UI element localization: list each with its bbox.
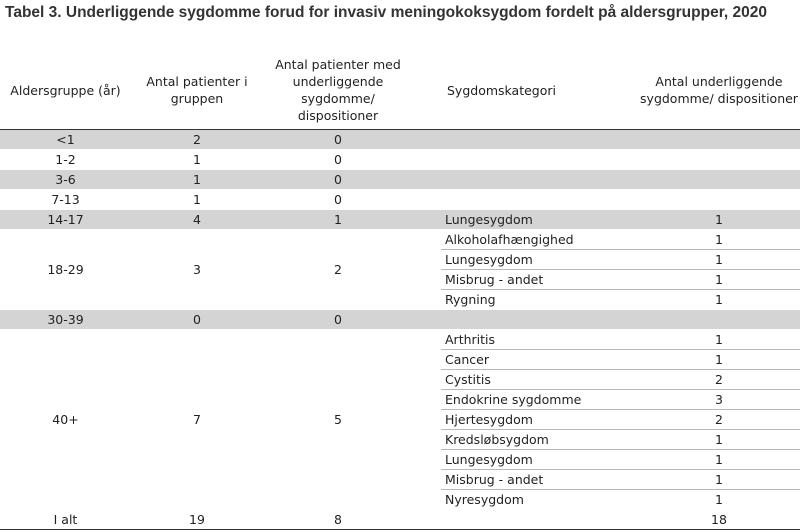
table-row <box>0 210 800 230</box>
count-cell <box>638 190 800 210</box>
category-cell: Lungesygdom <box>441 210 638 230</box>
category-cell <box>441 130 638 150</box>
count-cell <box>638 310 800 330</box>
category-cell: Alkoholafhængighed <box>441 230 638 250</box>
with-conditions-cell: 0 <box>263 190 413 210</box>
count-cell: 3 <box>638 390 800 410</box>
category-cell: Rygning <box>441 290 638 310</box>
patients-cell: 7 <box>131 330 263 510</box>
total-gap <box>413 510 441 530</box>
header-patients: Antal patienter i gruppen <box>131 51 263 130</box>
count-cell <box>638 130 800 150</box>
gap-cell <box>413 210 441 230</box>
category-cell: Cancer <box>441 350 638 370</box>
table-row <box>0 310 800 330</box>
category-cell <box>441 310 638 330</box>
table-body <box>0 130 800 530</box>
count-cell: 2 <box>638 370 800 390</box>
table-row <box>0 150 800 170</box>
table-row <box>0 190 800 210</box>
age-group-cell: 40+ <box>0 330 131 510</box>
with-conditions-cell: 0 <box>263 130 413 150</box>
count-cell: 1 <box>638 250 800 270</box>
table-row <box>0 130 800 150</box>
gap-cell <box>413 130 441 150</box>
count-cell: 1 <box>638 290 800 310</box>
with-conditions-cell: 5 <box>263 330 413 510</box>
count-cell: 1 <box>638 270 800 290</box>
total-patients: 19 <box>131 510 263 530</box>
count-cell: 1 <box>638 210 800 230</box>
count-cell: 1 <box>638 350 800 370</box>
age-group-cell: <1 <box>0 130 131 150</box>
with-conditions-cell: 0 <box>263 310 413 330</box>
patients-cell: 3 <box>131 230 263 310</box>
category-cell: Lungesygdom <box>441 450 638 470</box>
total-label: I alt <box>0 510 131 530</box>
with-conditions-cell: 1 <box>263 210 413 230</box>
gap-cell <box>413 230 441 310</box>
count-cell: 2 <box>638 410 800 430</box>
patients-cell: 4 <box>131 210 263 230</box>
with-conditions-cell: 2 <box>263 230 413 310</box>
header-gap <box>413 51 441 130</box>
total-count: 18 <box>638 510 800 530</box>
gap-cell <box>413 330 441 510</box>
category-cell: Hjertesygdom <box>441 410 638 430</box>
total-row <box>0 510 800 530</box>
header-row <box>0 51 800 130</box>
category-cell: Arthritis <box>441 330 638 350</box>
category-cell: Lungesygdom <box>441 250 638 270</box>
category-cell: Misbrug - andet <box>441 470 638 490</box>
header-age: Aldersgruppe (år) <box>0 51 131 130</box>
table-row <box>0 330 800 350</box>
gap-cell <box>413 150 441 170</box>
category-cell <box>441 150 638 170</box>
count-cell: 1 <box>638 230 800 250</box>
age-group-cell: 7-13 <box>0 190 131 210</box>
patients-cell: 1 <box>131 170 263 190</box>
gap-cell <box>413 310 441 330</box>
count-cell: 1 <box>638 430 800 450</box>
total-category <box>441 510 638 530</box>
category-cell: Nyresygdom <box>441 490 638 510</box>
age-group-cell: 3-6 <box>0 170 131 190</box>
count-cell <box>638 150 800 170</box>
count-cell: 1 <box>638 330 800 350</box>
count-cell: 1 <box>638 470 800 490</box>
header-with-conditions: Antal patienter med underliggende sygdomme/ dispositioner <box>263 51 413 130</box>
count-cell: 1 <box>638 490 800 510</box>
disease-table <box>0 51 800 530</box>
age-group-cell: 1-2 <box>0 150 131 170</box>
with-conditions-cell: 0 <box>263 170 413 190</box>
with-conditions-cell: 0 <box>263 150 413 170</box>
patients-cell: 1 <box>131 150 263 170</box>
patients-cell: 2 <box>131 130 263 150</box>
category-cell: Cystitis <box>441 370 638 390</box>
category-cell: Misbrug - andet <box>441 270 638 290</box>
category-cell <box>441 170 638 190</box>
patients-cell: 0 <box>131 310 263 330</box>
table-row <box>0 170 800 190</box>
gap-cell <box>413 190 441 210</box>
table-title: Tabel 3. Underliggende sygdomme forud for invasiv meningokoksygdom fordelt på aldersgrupper, 2020 <box>5 4 767 21</box>
category-cell: Endokrine sygdomme <box>441 390 638 410</box>
count-cell: 1 <box>638 450 800 470</box>
age-group-cell: 30-39 <box>0 310 131 330</box>
age-group-cell: 18-29 <box>0 230 131 310</box>
gap-cell <box>413 170 441 190</box>
total-with-conditions: 8 <box>263 510 413 530</box>
count-cell <box>638 170 800 190</box>
header-category: Sygdomskategori <box>441 51 638 130</box>
patients-cell: 1 <box>131 190 263 210</box>
category-cell: Kredsløbsygdom <box>441 430 638 450</box>
category-cell <box>441 190 638 210</box>
age-group-cell: 14-17 <box>0 210 131 230</box>
header-count: Antal underliggende sygdomme/ dispositioner <box>638 51 800 130</box>
table-row <box>0 230 800 250</box>
